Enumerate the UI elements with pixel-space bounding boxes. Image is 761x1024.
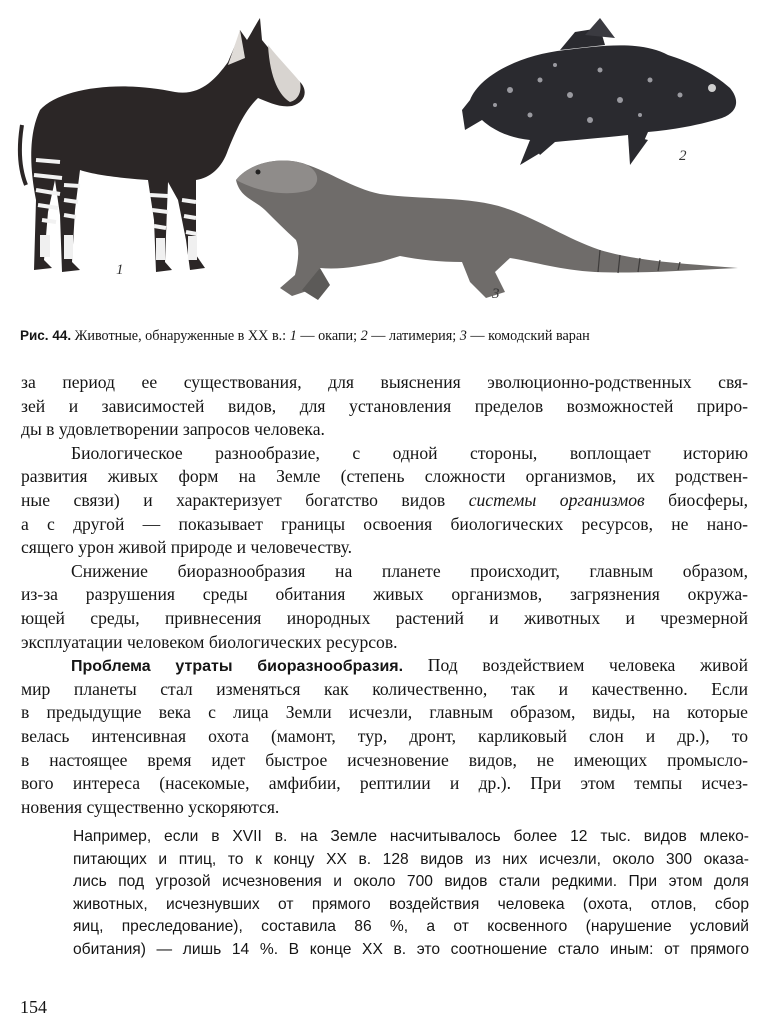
example-line: обитания) — лишь 14 %. В конце XX в. это соотношение стало иным: от прямого [73,940,749,958]
caption-num-3: 3 [459,328,467,344]
figure-44 [0,0,761,322]
figure-number-1: 1 [116,262,124,278]
text-line: Проблема утраты биоразнообразия. Под воздействием человека живой [71,655,749,676]
caption-komodo: — комодский варан [466,328,590,344]
text-line: в настоящее время идет быстрое исчезновение видов, не имеющих промысло- [21,749,748,770]
example-line: яиц, преследование), составила 86 %, а от косвенного (нарушение условий [73,918,749,936]
okapi-illustration [20,18,305,272]
caption-coelacanth: — латимерия; [367,328,460,344]
italic-term: системы организмов [468,489,645,510]
text-line: вого интереса (насекомые, амфибии, рептилии и др.). При этом темпы исчез- [21,773,748,794]
body-text [21,371,748,819]
caption-num-2: 2 [360,328,368,344]
coelacanth-illustration [462,18,736,165]
text-line: из-за разрушения среды обитания живых организмов, загрязнения окружа- [21,584,748,605]
caption-okapi: — окапи; [296,328,361,344]
page-number: 154 [20,997,47,1017]
example-line: животных, исчезнувших от прямого воздействия человека (охота, отлов, сбор [73,895,749,913]
caption-text: Животные, обнаруженные в XX в.: [71,328,290,344]
example-line: лись под угрозой исчезновения и около 700 видов стали редкими. При этом доля [73,873,749,891]
example-line: Например, если в XVII в. на Земле насчитывалось более 12 тыс. видов млеко- [73,828,749,845]
text-line: мир планеты стал изменяться как количественно, так и качественно. Если [21,678,748,699]
text-line: Биологическое разнообразие, с одной стороны, воплощает историю [71,442,748,463]
caption-num-1: 1 [289,328,297,344]
figure-caption [20,327,750,345]
section-heading: Проблема утраты биоразнообразия. [71,658,404,676]
example-block [73,826,749,962]
text-line: развития живых форм на Земле (степень сложности организмов, их родствен- [21,466,748,487]
example-line: питающих и птиц, то к концу XX в. 128 видов из них исчезли, около 300 оказа- [73,850,749,868]
text-line: ды в удовлетворении запросов человека. [21,419,325,440]
text-line: эксплуатации человеком биологических ресурсов. [21,631,398,652]
text-line: в предыдущие века с лица Земли исчезли, главным образом, виды, на которые [21,702,748,723]
figure-number-3: 3 [492,286,500,302]
text-line: новения существенно ускоряются. [21,796,280,817]
text-line: сящего урон живой природе и человечеству. [21,537,353,558]
text-line: ные связи) и характеризует богатство видов системы организмов биосферы, [21,489,749,510]
caption-label: Рис. 44. [20,328,72,343]
figure-number-2: 2 [679,148,687,164]
text-line: за период ее существования, для выяснения эволюционно-родственных свя- [21,372,748,392]
text-line: велась интенсивная охота (мамонт, тур, дронт, карликовый слон и др.), то [21,725,748,746]
text-line: Снижение биоразнообразия на планете происходит, главным образом, [71,560,748,581]
text-line: ющей среды, привнесения инородных растений и животных и чрезмерной [21,607,748,628]
komodo-dragon-illustration [236,161,738,300]
text-line: а с другой — показывает границы освоения биологических ресурсов, не нано- [21,513,748,534]
text-line: зей и зависимостей видов, для установления пределов возможностей приро- [21,395,748,416]
